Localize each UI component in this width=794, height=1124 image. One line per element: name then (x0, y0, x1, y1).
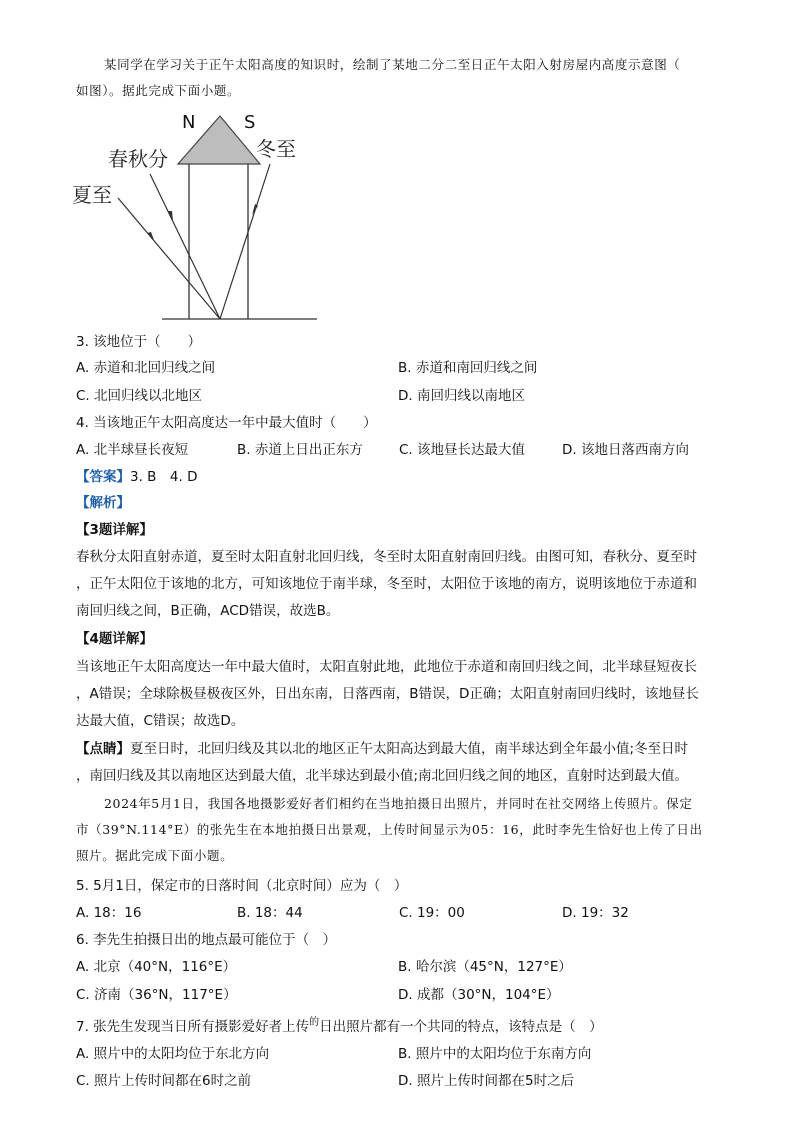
q3-stem: 3. 该地位于（ ） (76, 334, 202, 350)
q7-stem-part1: 7. 张先生发现当日所有摄影爱好者上传 (76, 1019, 310, 1035)
q3-detail-line1: 春秋分太阳直射赤道，夏至时太阳直射北回归线，冬至时太阳直射南回归线。由图可知，春秋分、夏至时 (76, 549, 697, 565)
q3-option-a: A. 赤道和北回归线之间 (76, 360, 216, 376)
intro2-line2: 市（39°N.114°E）的张先生在本地拍摄日出景观，上传时间显示为05：16，此时李先生恰好也上传了日出 (76, 822, 703, 837)
answer-tag: 【答案】 (76, 469, 130, 485)
winter-ray (220, 164, 270, 319)
q4-option-a: A. 北半球昼长夜短 (76, 442, 189, 458)
intro2-line1: 2024年5月1日，我国各地摄影爱好者们相约在当地拍摄日出照片，并同时在社交网络上传照片。保定 (104, 796, 693, 811)
q7-option-c: C. 照片上传时间都在6时之前 (76, 1073, 252, 1089)
label-winter: 冬至 (256, 137, 296, 161)
q4-option-d: D. 该地日落西南方向 (562, 442, 689, 458)
equinox-arrow (168, 211, 173, 221)
q3-detail-title: 【3题详解】 (76, 522, 153, 538)
q7-option-b: B. 照片中的太阳均位于东南方向 (398, 1046, 592, 1062)
q4-stem: 4. 当该地正午太阳高度达一年中最大值时（ ） (76, 415, 377, 431)
tip-line1 (76, 737, 688, 757)
q4-option-b: B. 赤道上日出正东方 (237, 442, 363, 458)
sun-angle-diagram (70, 108, 340, 328)
intro1-line2: 如图）。据此完成下面小题。 (76, 83, 241, 98)
q3-detail-line3: 南回归线之间，B正确，ACD错误，故选B。 (76, 603, 340, 619)
q5-option-d: D. 19：32 (562, 905, 629, 921)
q7-stem-small: 的 (309, 1017, 320, 1028)
q7-option-a: A. 照片中的太阳均位于东北方向 (76, 1046, 270, 1062)
q5-option-c: C. 19：00 (399, 905, 465, 921)
q4-detail-line3: 达最大值，C错误；故选D。 (76, 713, 245, 729)
summer-arrow (147, 232, 154, 240)
q6-option-a: A. 北京（40°N，116°E） (76, 959, 237, 975)
label-summer: 夏至 (72, 183, 112, 207)
q4-option-c: C. 该地昼长达最大值 (399, 442, 526, 458)
answer-value: 3. B 4. D (130, 469, 198, 485)
q7-option-d: D. 照片上传时间都在5时之后 (398, 1073, 575, 1089)
q4-detail-line2: ，A错误；全球除极昼极夜区外，日出东南，日落西南，B错误，D正确；太阳直射南回归线时，该地昼长 (76, 686, 699, 702)
q4-detail-line1: 当该地正午太阳高度达一年中最大值时，太阳直射此地，此地位于赤道和南回归线之间，北半球昼短夜长 (76, 659, 697, 675)
q5-option-a: A. 18：16 (76, 905, 142, 921)
answer-line (76, 465, 198, 485)
q6-option-d: D. 成都（30°N，104°E） (398, 987, 560, 1003)
q5-option-b: B. 18：44 (237, 905, 303, 921)
q3-option-b: B. 赤道和南回归线之间 (398, 360, 538, 376)
intro2-line3: 照片。据此完成下面小题。 (76, 848, 234, 863)
q6-stem: 6. 李先生拍摄日出的地点最可能位于（ ） (76, 932, 337, 948)
tip-text1: 夏至日时，北回归线及其以北的地区正午太阳高达到最大值，南半球达到全年最小值;冬至日时 (130, 741, 689, 757)
q6-option-c: C. 济南（36°N，117°E） (76, 987, 237, 1003)
q7-stem (76, 1015, 603, 1035)
q4-detail-title: 【4题详解】 (76, 631, 153, 647)
q3-option-c: C. 北回归线以北地区 (76, 388, 203, 404)
tip-tag: 【点睛】 (76, 741, 130, 757)
q7-stem-part2: 日出照片都有一个共同的特点，该特点是（ ） (319, 1019, 603, 1035)
q3-detail-line2: ，正午太阳位于该地的北方，可知该地位于南半球，冬至时，太阳位于该地的南方，说明该地位于赤道和 (76, 576, 697, 592)
intro1-line1: 某同学在学习关于正午太阳高度的知识时，绘制了某地二分二至日正午太阳入射房屋内高度示意图（ (104, 57, 681, 72)
tip-line2: ，南回归线及其以南地区达到最大值，北半球达到最小值;南北回归线之间的地区，直射时达到最大值。 (76, 768, 689, 784)
label-south: S (244, 112, 256, 133)
summer-ray (118, 198, 220, 319)
q5-stem: 5. 5月1日，保定市的日落时间（北京时间）应为（ ） (76, 878, 408, 894)
winter-arrow (252, 204, 258, 215)
analysis-tag: 【解析】 (76, 495, 130, 511)
q6-option-b: B. 哈尔滨（45°N，127°E） (398, 959, 572, 975)
label-equinox: 春秋分 (108, 147, 168, 171)
q3-option-d: D. 南回归线以南地区 (398, 388, 525, 404)
equinox-ray (150, 174, 220, 319)
label-north: N (182, 112, 196, 133)
